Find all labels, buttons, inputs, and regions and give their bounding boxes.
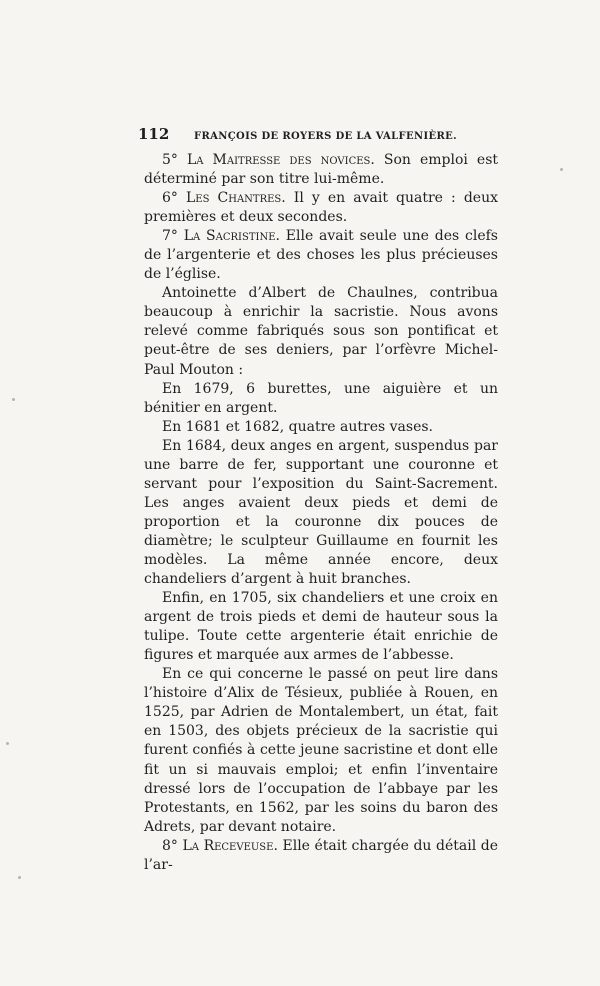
running-head <box>138 125 498 143</box>
paragraph-text-receveuse: Elle était chargée du détail de l’ar- <box>144 837 498 873</box>
paragraph-chantres <box>144 189 498 227</box>
section-heading-receveuse: 8° La Receveuse. <box>162 837 278 854</box>
paragraph-1681: En 1681 et 1682, quatre autres vases. <box>162 418 433 435</box>
paragraph-receveuse <box>144 837 498 875</box>
paragraph-1679: En 1679, 6 burettes, une aiguière et un bénitier en argent. <box>144 380 498 416</box>
page-number: 112 <box>138 125 170 143</box>
section-heading-sacristine: 7° La Sacristine. <box>162 228 280 245</box>
paragraph-text-chantres: Il y en avait quatre : deux premières et deux secondes. <box>144 190 498 226</box>
paragraph-history: En ce qui concerne le passé on peut lire dans l’histoire d’Alix de Tésieux, publiée à Rouen, en 1525, par Adrien de Montalembert, un état, fait en 1503, des objets précieux de la sacristie qui furent confiés à cette jeune sacristine et dont elle fit un si mauvais emploi; et enfin l’inventaire dressé lors de l’occupation de l’abbaye par les Protestants, en 1562, par les soins du baron des Adrets, par devant notaire. <box>144 666 498 835</box>
section-heading-chantres: 6° Les Chantres. <box>162 190 286 207</box>
paragraph-text-novices: Son emploi est déterminé par son titre lui-même. <box>144 152 499 188</box>
paragraph-sacristine <box>144 227 498 284</box>
book-page <box>138 125 499 875</box>
paragraph-1684: En 1684, deux anges en argent, suspendus par une barre de fer, supportant une couronne et servant pour l’exposition du Saint-Sacrement. Les anges avaient deux pieds et demi de proportion et la couronne dix pouces de diamètre; le sculpteur Guillaume en fournit les modèles. La même année encore, deux chandeliers d’argent à huit branches. <box>144 437 498 588</box>
margin-speck <box>18 876 21 879</box>
paragraph-1705: Enfin, en 1705, six chandeliers et une croix en argent de trois pieds et demi de hauteur sous la tulipe. Toute cette argenterie était enrichie de figures et marquée aux armes de l’abbesse. <box>144 590 498 664</box>
running-title: FRANÇOIS DE ROYERS DE LA VALFENIÈRE. <box>194 131 457 142</box>
paragraph-text-sacristine: Elle avait seule une des clefs de l’argenterie et des choses les plus précieuses de l’église. <box>144 228 498 283</box>
margin-speck <box>560 168 563 171</box>
paragraph-novices <box>144 151 498 189</box>
paragraph-antoinette: Antoinette d’Albert de Chaulnes, contribua beaucoup à enrichir la sacristie. Nous avons relevé comme fabriqués sous son pontificat et peut-être de ses deniers, par l’orfèvre Michel-Paul Mouton : <box>144 285 498 378</box>
margin-speck <box>6 742 9 745</box>
section-heading-novices: 5° La Maitresse des novices. <box>162 152 375 168</box>
margin-speck <box>12 398 15 401</box>
